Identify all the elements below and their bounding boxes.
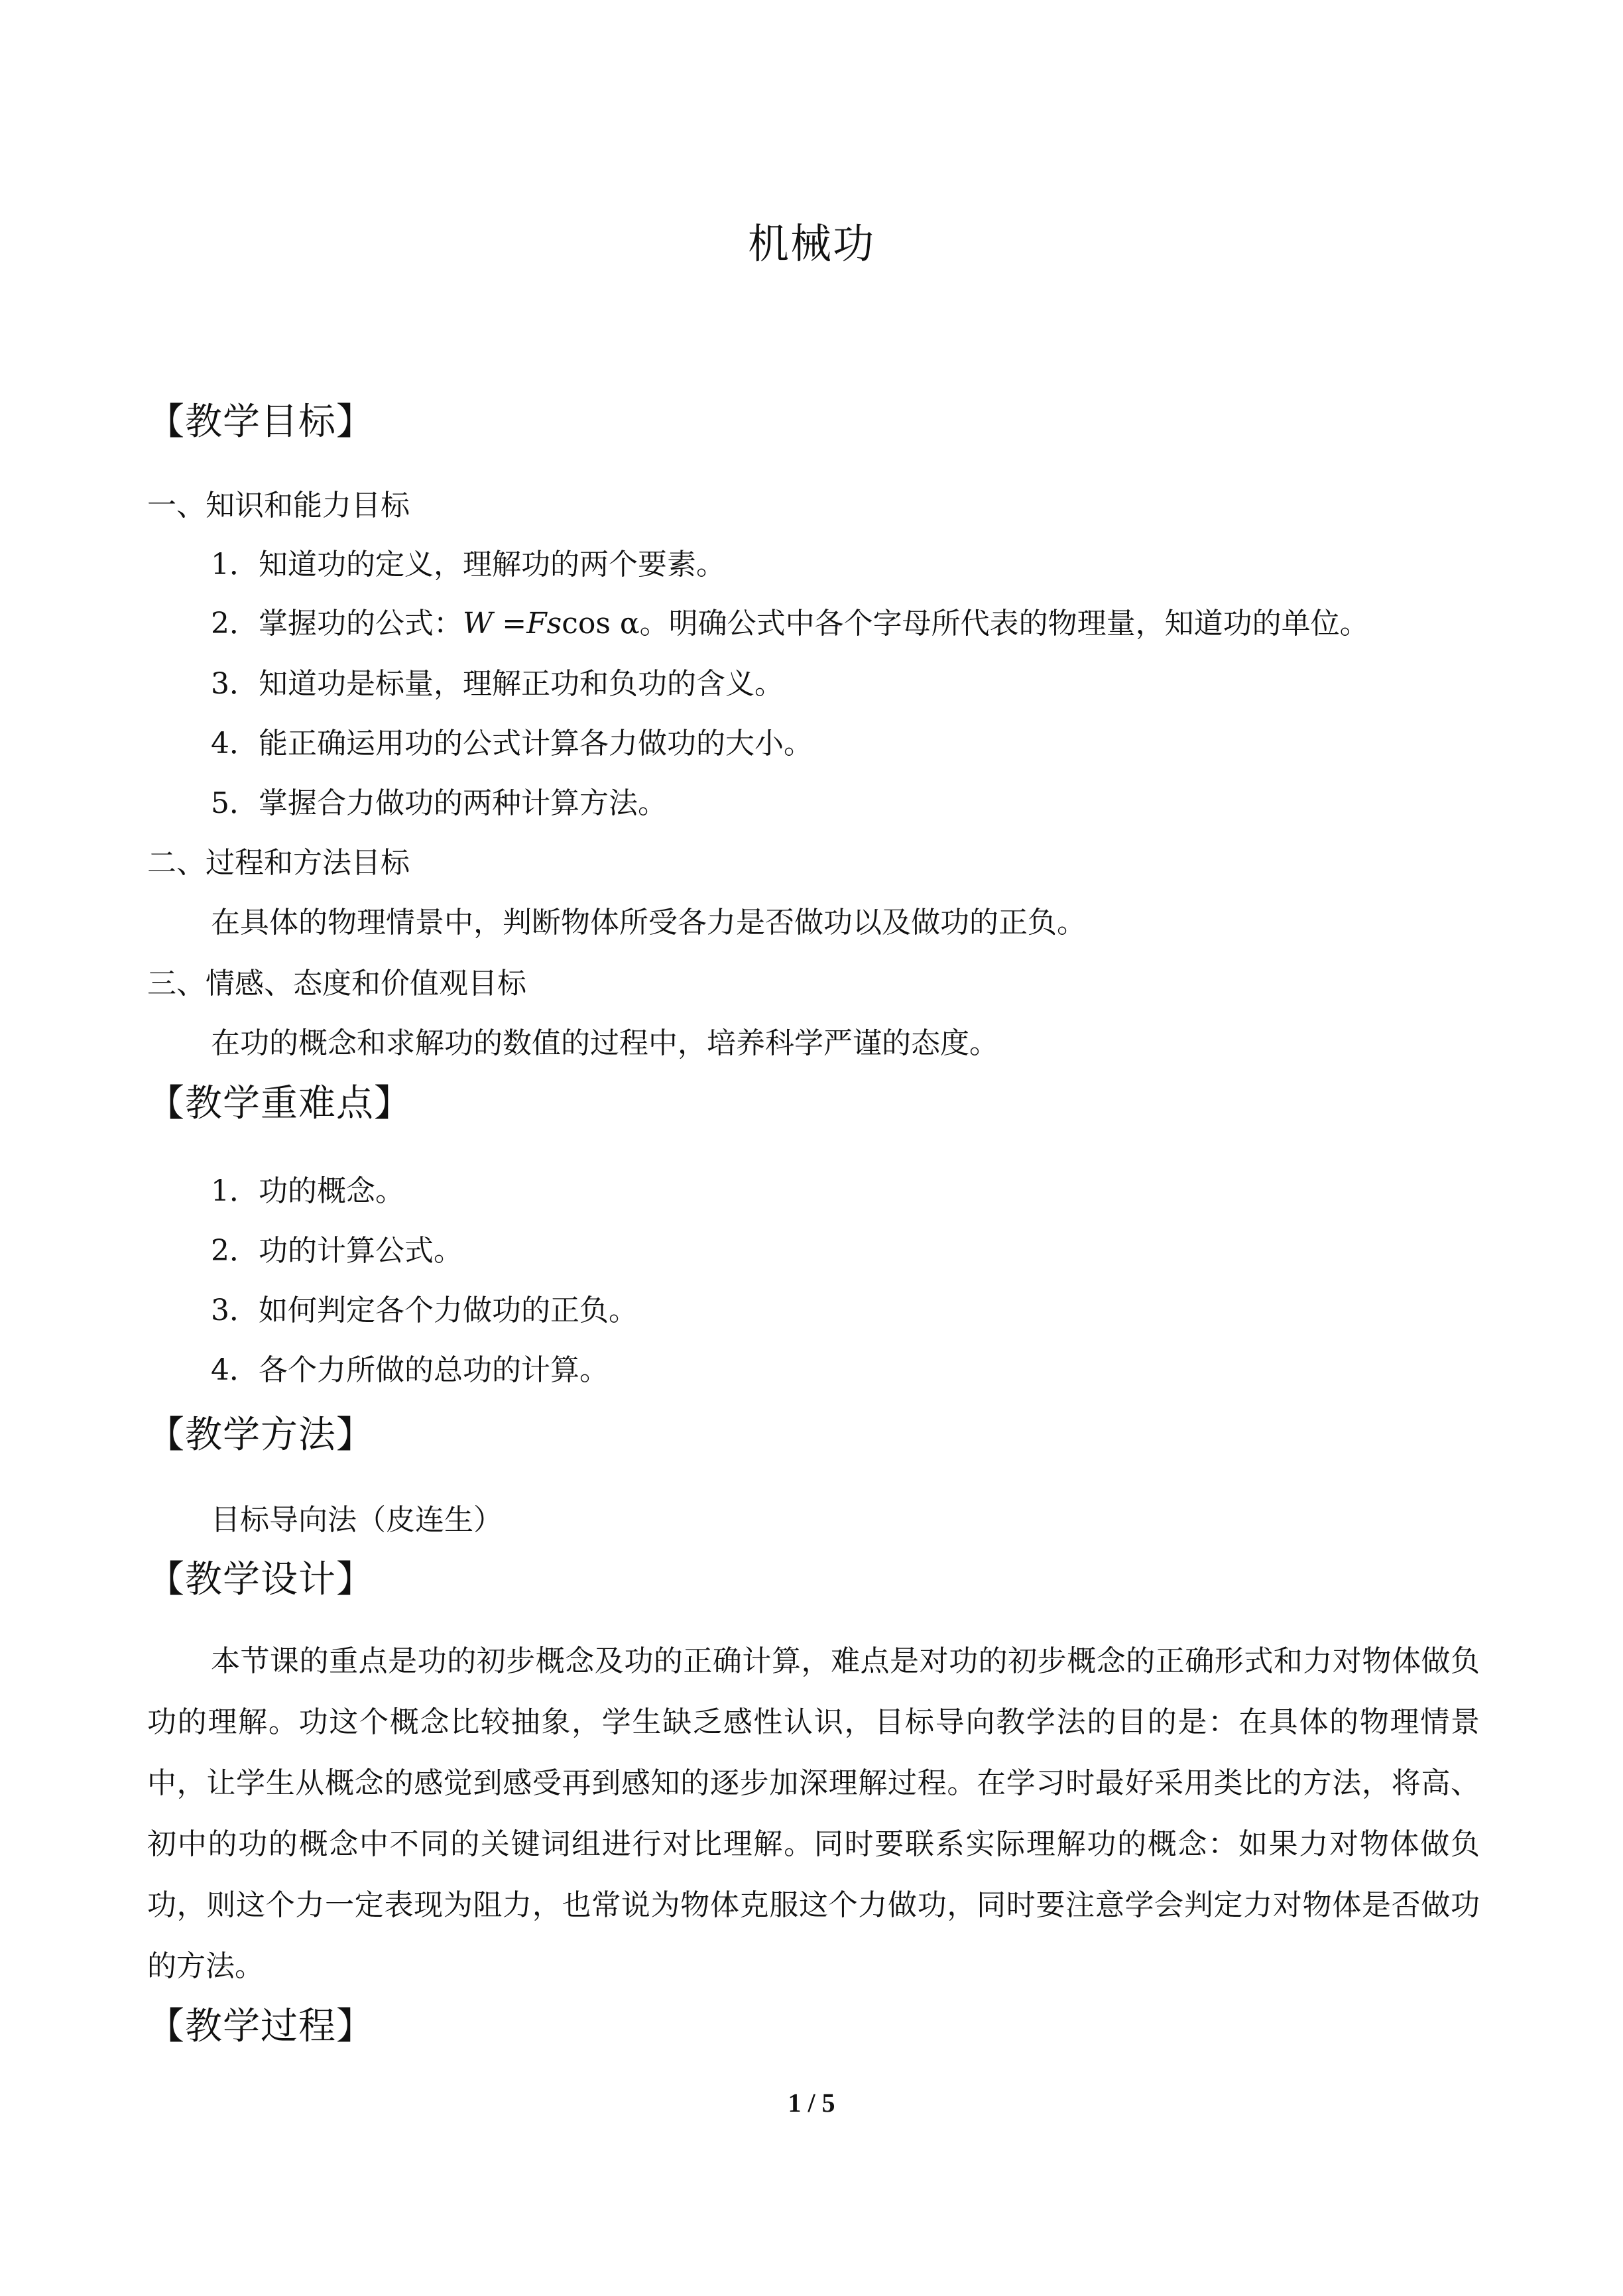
heading-method: 【教学方法】 [147,1414,374,1457]
subheading-process: 二、过程和方法目标 [147,846,410,880]
subheading-emotion: 三、情感、态度和价值观目标 [147,967,526,1000]
process-text: 在具体的物理情景中，判断物体所受各力是否做功以及做功的正负。 [211,906,1086,939]
heading-design: 【教学设计】 [147,1558,374,1601]
objective-item-3: 3．知道功是标量，理解正功和负功的含义。 [211,667,784,701]
key-point-item-3: 3．如何判定各个力做功的正负。 [211,1294,638,1327]
objective-item-2-prefix: 2．掌握功的公式： [211,607,463,640]
objective-item-2-tail: 。明确公式中各个字母所代表的物理量，知道功的单位。 [639,607,1369,640]
formula-fs: Fs [526,607,562,640]
objective-item-5: 5．掌握合力做功的两种计算方法。 [211,786,667,820]
formula-equals: = [493,607,527,640]
formula-w: W [463,607,493,640]
key-point-item-4: 4．各个力所做的总功的计算。 [211,1353,609,1387]
formula-cos: cos α [562,607,640,640]
key-point-item-1: 1．功的概念。 [211,1174,404,1208]
subheading-knowledge: 一、知识和能力目标 [147,489,410,522]
page-number: 1 / 5 [788,2088,835,2118]
key-point-item-2: 2．功的计算公式。 [211,1234,463,1268]
objective-item-1: 1．知道功的定义，理解功的两个要素。 [211,548,725,581]
heading-key-points: 【教学重难点】 [147,1082,412,1125]
objective-item-4: 4．能正确运用功的公式计算各力做功的大小。 [211,727,813,760]
objective-item-2 [211,599,1369,642]
page-title: 机械功 [747,219,875,268]
method-text: 目标导向法（皮连生） [211,1503,503,1537]
design-paragraph: 本节课的重点是功的初步概念及功的正确计算，难点是对功的初步概念的正确形式和力对物体做负功的理解。功这个概念比较抽象，学生缺乏感性认识，目标导向教学法的目的是：在具体的物理情景中，让学生从概念的感觉到感受再到感知的逐步加深理解过程。在学习时最好采用类比的方法，将高、初中的功的概念中不同的关键词组进行对比理解。同时要联系实际理解功的概念：如果力对物体做负功，则这个力一定表现为阻力，也常说为物体克服这个力做功，同时要注意学会判定力对物体是否做功的方法。 [147,1644,1480,1983]
emotion-text: 在功的概念和求解功的数值的过程中，培养科学严谨的态度。 [211,1026,998,1060]
heading-objectives: 【教学目标】 [147,400,374,444]
heading-process: 【教学过程】 [147,2005,374,2048]
